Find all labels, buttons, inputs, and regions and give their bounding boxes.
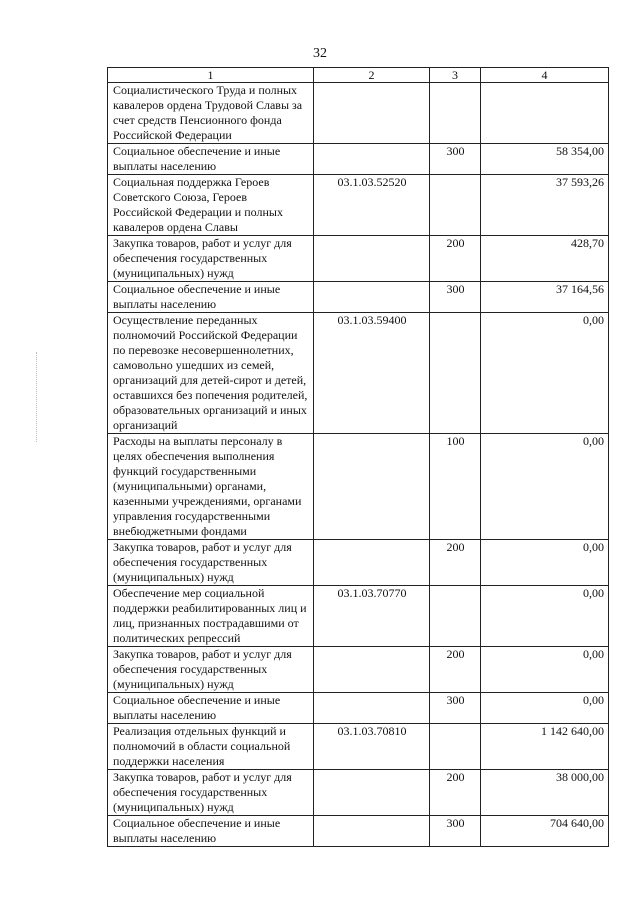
- amount-cell: 58 354,00: [481, 144, 609, 175]
- table-header-row: [108, 68, 609, 83]
- amount-cell: 428,70: [481, 236, 609, 282]
- target-code-cell: 03.1.03.70810: [314, 724, 430, 770]
- expense-name-cell: Социальное обеспечение и иные выплаты населению: [108, 816, 314, 847]
- expense-name-cell: Закупка товаров, работ и услуг для обеспечения государственных (муниципальных) нужд: [108, 236, 314, 282]
- table-row: [108, 434, 609, 540]
- target-code-cell: [314, 647, 430, 693]
- expense-type-cell: [430, 83, 481, 144]
- table-row: [108, 144, 609, 175]
- target-code-cell: 03.1.03.52520: [314, 175, 430, 236]
- expense-name-cell: Социальное обеспечение и иные выплаты населению: [108, 144, 314, 175]
- expense-type-cell: 300: [430, 816, 481, 847]
- amount-cell: 1 142 640,00: [481, 724, 609, 770]
- table-row: [108, 83, 609, 144]
- amount-cell: 0,00: [481, 586, 609, 647]
- target-code-cell: [314, 236, 430, 282]
- amount-cell: [481, 83, 609, 144]
- amount-cell: 704 640,00: [481, 816, 609, 847]
- table-row: [108, 313, 609, 434]
- expense-name-cell: Закупка товаров, работ и услуг для обеспечения государственных (муниципальных) нужд: [108, 540, 314, 586]
- amount-cell: 0,00: [481, 434, 609, 540]
- expense-type-cell: [430, 586, 481, 647]
- expense-name-cell: Социальная поддержка Героев Советского Союза, Героев Российской Федерации и полных кавалеров ордена Славы: [108, 175, 314, 236]
- budget-table: [107, 67, 609, 847]
- amount-cell: 37 164,56: [481, 282, 609, 313]
- target-code-cell: [314, 770, 430, 816]
- expense-type-cell: 300: [430, 144, 481, 175]
- expense-type-cell: 300: [430, 693, 481, 724]
- expense-name-cell: Социалистического Труда и полных кавалеров ордена Трудовой Славы за счет средств Пенсионного фонда Российской Федерации: [108, 83, 314, 144]
- expense-type-cell: 200: [430, 236, 481, 282]
- amount-cell: 0,00: [481, 540, 609, 586]
- expense-type-cell: 200: [430, 647, 481, 693]
- target-code-cell: [314, 282, 430, 313]
- table-row: [108, 647, 609, 693]
- table-row: [108, 816, 609, 847]
- table-row: [108, 770, 609, 816]
- expense-type-cell: 300: [430, 282, 481, 313]
- expense-type-cell: [430, 313, 481, 434]
- column-header-2: 2: [314, 68, 430, 83]
- expense-name-cell: Реализация отдельных функций и полномочий в области социальной поддержки населения: [108, 724, 314, 770]
- target-code-cell: [314, 434, 430, 540]
- expense-name-cell: Закупка товаров, работ и услуг для обеспечения государственных (муниципальных) нужд: [108, 647, 314, 693]
- column-header-3: 3: [430, 68, 481, 83]
- expense-name-cell: Расходы на выплаты персоналу в целях обеспечения выполнения функций государственными (муниципальными) органами, казенными учреждениями, органами управления государственными внебюджетными фондами: [108, 434, 314, 540]
- target-code-cell: [314, 83, 430, 144]
- expense-type-cell: 200: [430, 770, 481, 816]
- page-number: 32: [313, 46, 327, 61]
- expense-name-cell: Социальное обеспечение и иные выплаты населению: [108, 282, 314, 313]
- table-row: [108, 175, 609, 236]
- target-code-cell: [314, 816, 430, 847]
- expense-name-cell: Осуществление переданных полномочий Российской Федерации по перевозке несовершеннолетних, самовольно ушедших из семей, организаций для детей-сирот и детей, оставшихся без попечения родителей, образовательных организаций и иных организаций: [108, 313, 314, 434]
- table-row: [108, 282, 609, 313]
- table-row: [108, 236, 609, 282]
- amount-cell: 0,00: [481, 647, 609, 693]
- expense-name-cell: Закупка товаров, работ и услуг для обеспечения государственных (муниципальных) нужд: [108, 770, 314, 816]
- amount-cell: 0,00: [481, 693, 609, 724]
- table-row: [108, 586, 609, 647]
- expense-name-cell: Обеспечение мер социальной поддержки реабилитированных лиц и лиц, признанных пострадавшими от политических репрессий: [108, 586, 314, 647]
- target-code-cell: [314, 540, 430, 586]
- scan-artifact: [36, 352, 38, 442]
- amount-cell: 37 593,26: [481, 175, 609, 236]
- table-row: [108, 724, 609, 770]
- amount-cell: 38 000,00: [481, 770, 609, 816]
- target-code-cell: 03.1.03.70770: [314, 586, 430, 647]
- expense-type-cell: [430, 175, 481, 236]
- column-header-4: 4: [481, 68, 609, 83]
- target-code-cell: [314, 693, 430, 724]
- target-code-cell: 03.1.03.59400: [314, 313, 430, 434]
- expense-type-cell: 100: [430, 434, 481, 540]
- expense-type-cell: 200: [430, 540, 481, 586]
- target-code-cell: [314, 144, 430, 175]
- amount-cell: 0,00: [481, 313, 609, 434]
- table-row: [108, 693, 609, 724]
- expense-name-cell: Социальное обеспечение и иные выплаты населению: [108, 693, 314, 724]
- column-header-1: 1: [108, 68, 314, 83]
- expense-type-cell: [430, 724, 481, 770]
- table-row: [108, 540, 609, 586]
